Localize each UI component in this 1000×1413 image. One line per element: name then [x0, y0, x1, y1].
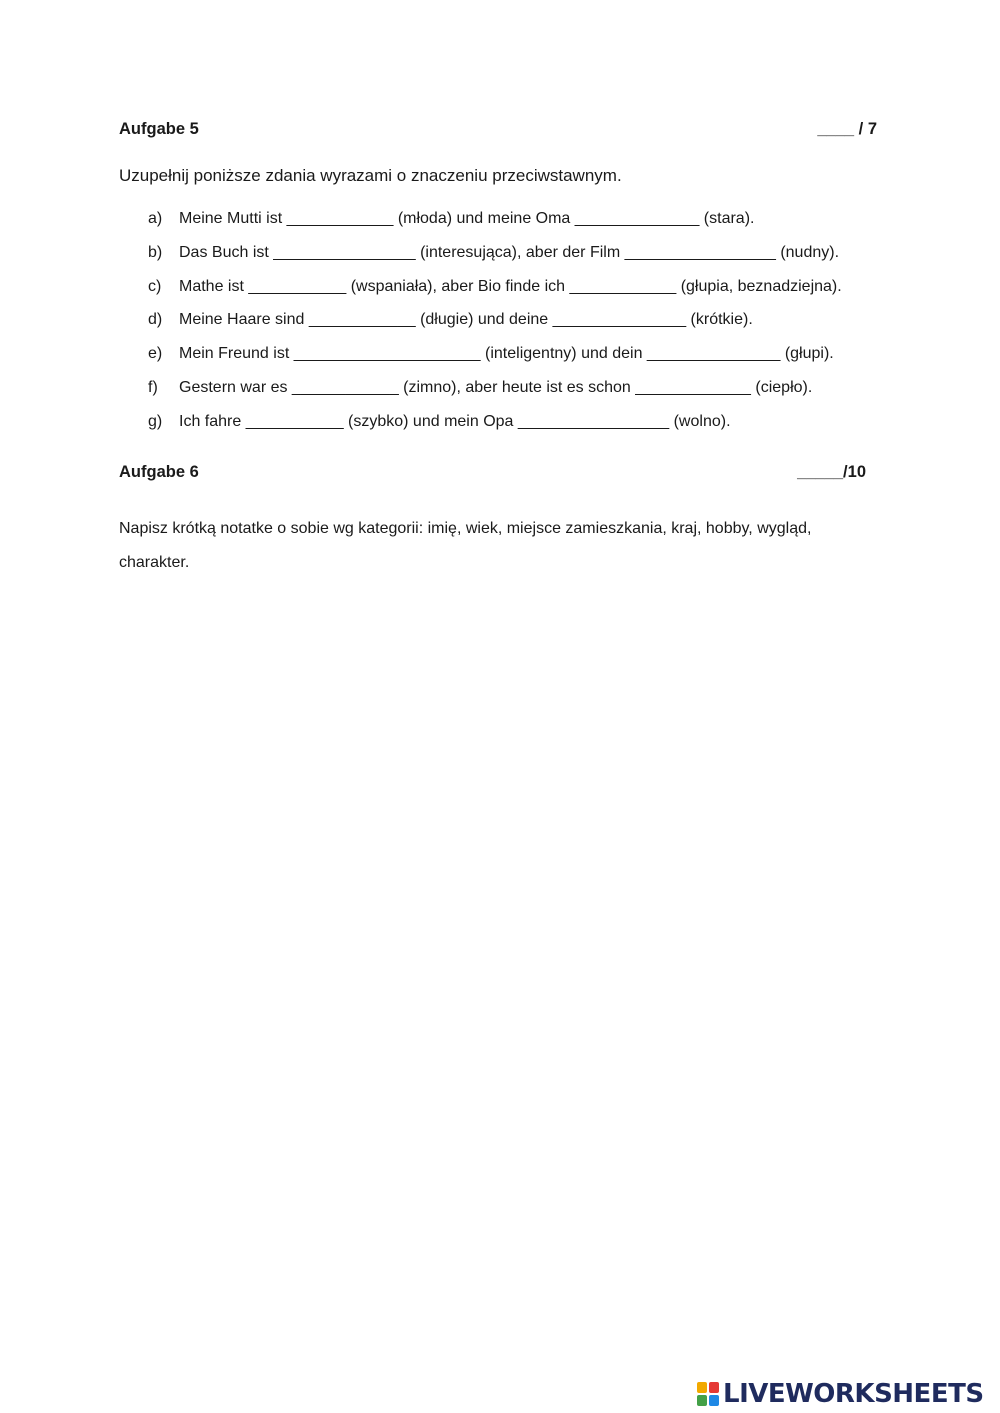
item-sentence: Gestern war es ____________ (zimno), aber heute ist es schon _____________ (ciepło).: [179, 378, 813, 396]
task5-header: [119, 120, 877, 144]
item-marker: c): [148, 277, 162, 295]
liveworksheets-logo-icon: [697, 1382, 719, 1406]
task6-instruction: Napisz krótką notatke o sobie wg kategorii: imię, wiek, miejsce zamieszkania, kraj, hobby, wygląd, charakter.: [119, 520, 812, 571]
task6-score: _____/10: [797, 463, 866, 481]
liveworksheets-logo: [697, 1378, 984, 1410]
item-marker: a): [148, 210, 163, 227]
item-marker: g): [148, 412, 163, 430]
item-marker: f): [148, 378, 158, 396]
item-sentence: Mein Freund ist _____________________ (inteligentny) und dein _______________ (głupi).: [179, 345, 834, 363]
item-sentence: Meine Mutti ist ____________ (młoda) und meine Oma ______________ (stara).: [179, 210, 755, 227]
task6-header: [119, 463, 866, 487]
item-marker: d): [148, 311, 163, 329]
task5-score: ____ / 7: [817, 120, 877, 138]
task5-exercise-list: [148, 208, 908, 445]
exercise-item-a: [148, 208, 908, 242]
exercise-item-g: [148, 411, 908, 445]
task5-title: Aufgabe 5: [119, 120, 199, 138]
item-marker: e): [148, 345, 163, 363]
exercise-item-c: [148, 276, 908, 310]
exercise-item-b: [148, 242, 908, 276]
item-sentence: Meine Haare sind ____________ (długie) und deine _______________ (krótkie).: [179, 311, 753, 329]
task6-title: Aufgabe 6: [119, 463, 199, 481]
exercise-item-e: [148, 343, 908, 377]
logo-text: LIVEWORKSHEETS: [723, 1379, 984, 1409]
item-sentence: Das Buch ist ________________ (interesująca), aber der Film _________________ (nudny).: [179, 243, 840, 261]
exercise-item-f: [148, 377, 908, 411]
exercise-item-d: [148, 309, 908, 343]
item-sentence: Mathe ist ___________ (wspaniała), aber Bio finde ich ____________ (głupia, beznadziejna).: [179, 277, 842, 295]
item-marker: b): [148, 243, 163, 261]
item-sentence: Ich fahre ___________ (szybko) und mein Opa _________________ (wolno).: [179, 412, 731, 430]
task5-instruction: Uzupełnij poniższe zdania wyrazami o znaczeniu przeciwstawnym.: [119, 166, 622, 185]
